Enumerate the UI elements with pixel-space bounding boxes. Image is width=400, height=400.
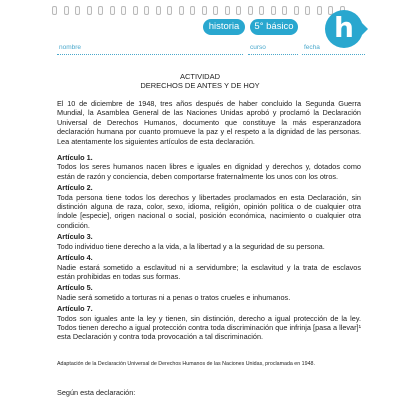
article-2-text: Toda persona tiene todos los derechos y libertades proclamados en esta Declaración, sin distinción alguna de raza, color, sexo, idioma, religión, opinión política o de cualquier otra índole [especie], origen nacional o social, posición económica, nacimiento o cualquier otra condición. bbox=[57, 192, 361, 230]
spiral-ring bbox=[144, 6, 149, 15]
article-7-text: Todos son iguales ante la ley y tienen, sin distinción, derecho a igual protección de la ley. Todos tienen derecho a igual protección contra toda discriminación que infrinja [pasa a llevar]¹ esta Declaración y contra toda provocación a tal discriminación. bbox=[57, 313, 361, 342]
article-3-title: Artículo 3. bbox=[57, 232, 93, 242]
spiral-ring bbox=[190, 6, 195, 15]
logo-arrow-icon bbox=[359, 20, 368, 38]
document-body bbox=[57, 99, 361, 342]
course-field[interactable] bbox=[248, 54, 298, 55]
article-1-text: Todos los seres humanos nacen libres e iguales en dignidad y derechos y, dotados como están de razón y conciencia, deben comportarse fraternalmente los unos con los otros. bbox=[57, 162, 361, 181]
subject-badge: historia bbox=[203, 19, 245, 35]
spiral-ring bbox=[75, 6, 80, 15]
activity-title: ACTIVIDAD bbox=[179, 72, 220, 81]
spiral-ring bbox=[121, 6, 126, 15]
article-5-text: Nadie será sometido a torturas ni a penas o tratos crueles e inhumanos. bbox=[57, 292, 291, 302]
spiral-ring bbox=[236, 6, 241, 15]
article-7-title: Artículo 7. bbox=[57, 304, 93, 314]
spiral-ring bbox=[317, 6, 322, 15]
intro-paragraph: El 10 de diciembre de 1948, tres años después de haber concluido la Segunda Guerra Mundial, la Asamblea General de las Naciones Unidas aprobó y proclamó la Declaración Universal de Derechos Humanos, documento que constituye la más esperanzadora declaración humana por cuanto promueve la paz y el respeto a la dignidad de las personas. Lea atentamente los siguientes artículos de esta declaración. bbox=[57, 99, 361, 146]
article-4-title: Artículo 4. bbox=[57, 253, 93, 263]
spiral-ring bbox=[87, 6, 92, 15]
spiral-ring bbox=[282, 6, 287, 15]
student-fields bbox=[57, 44, 365, 56]
spiral-ring bbox=[52, 6, 57, 15]
name-field[interactable] bbox=[57, 54, 243, 55]
spiral-ring bbox=[305, 6, 310, 15]
name-label: nombre bbox=[59, 44, 82, 51]
activity-heading bbox=[0, 72, 400, 90]
spiral-ring bbox=[179, 6, 184, 15]
article-5-title: Artículo 5. bbox=[57, 283, 93, 293]
spiral-ring bbox=[271, 6, 276, 15]
spiral-ring bbox=[259, 6, 264, 15]
article-3-text: Todo individuo tiene derecho a la vida, a la libertad y a la seguridad de su persona. bbox=[57, 241, 325, 251]
spiral-ring bbox=[294, 6, 299, 15]
spiral-ring bbox=[110, 6, 115, 15]
source-note: Adaptación de la Declaración Universal de Derechos Humanos de las Naciones Unidas, proclamada en 1948. bbox=[57, 361, 315, 367]
spiral-ring bbox=[156, 6, 161, 15]
course-label: curso bbox=[250, 44, 266, 51]
date-field[interactable] bbox=[302, 54, 365, 55]
spiral-ring bbox=[64, 6, 69, 15]
spiral-ring bbox=[213, 6, 218, 15]
article-1-title: Artículo 1. bbox=[57, 153, 93, 163]
spiral-ring bbox=[167, 6, 172, 15]
spiral-ring bbox=[248, 6, 253, 15]
grade-badge: 5° básico bbox=[250, 19, 298, 35]
question-prompt: Según esta declaración: bbox=[57, 388, 136, 397]
logo-icon: h bbox=[325, 10, 363, 48]
spiral-ring bbox=[98, 6, 103, 15]
spiral-ring bbox=[133, 6, 138, 15]
spiral-ring bbox=[202, 6, 207, 15]
article-2-title: Artículo 2. bbox=[57, 183, 93, 193]
spiral-ring bbox=[225, 6, 230, 15]
article-4-text: Nadie estará sometido a esclavitud ni a servidumbre; la esclavitud y la trata de esclavos están prohibidas en todas sus formas. bbox=[57, 262, 361, 281]
date-label: fecha bbox=[304, 44, 320, 51]
activity-subtitle: DERECHOS DE ANTES Y DE HOY bbox=[140, 81, 260, 90]
